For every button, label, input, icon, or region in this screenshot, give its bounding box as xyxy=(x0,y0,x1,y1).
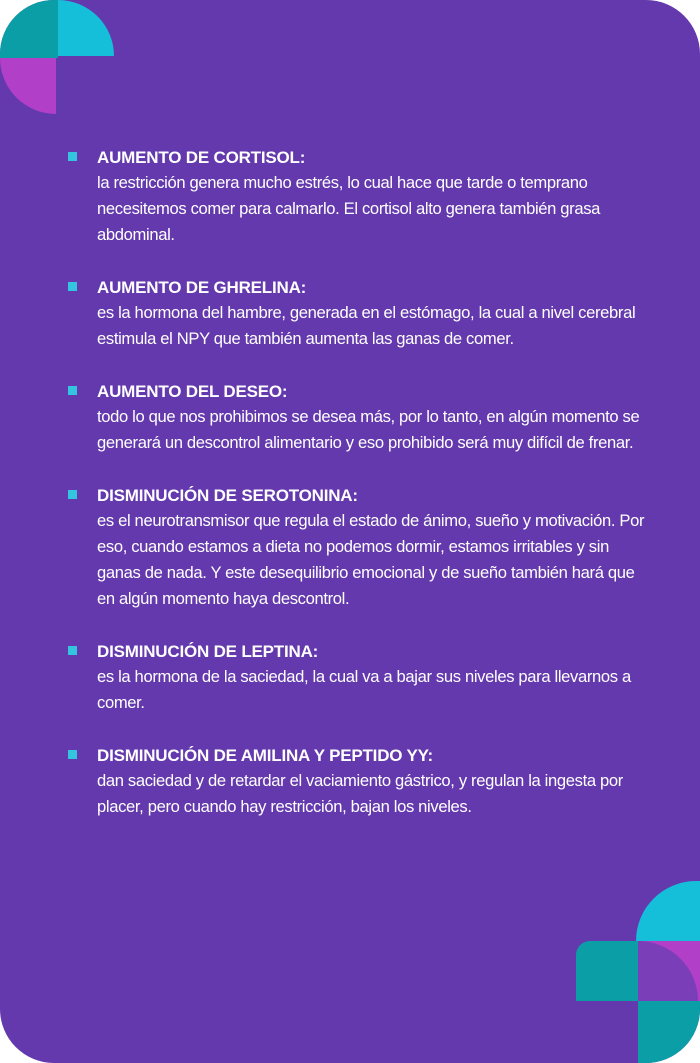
square-bullet-icon xyxy=(68,490,77,499)
teal-bottom-block-shape xyxy=(638,1001,700,1063)
magenta-quarter-circle-shape xyxy=(0,58,56,114)
teal-square-shape xyxy=(0,0,58,58)
corner-decoration-top-left xyxy=(0,0,116,116)
item-description: es la hormona de la saciedad, la cual va a bajar sus niveles para llevarnos a comer. xyxy=(97,667,631,712)
square-bullet-icon xyxy=(68,750,77,759)
list-item xyxy=(66,744,646,820)
item-title: AUMENTO DE GHRELINA: xyxy=(97,278,307,297)
list-item xyxy=(66,380,646,456)
item-title: DISMINUCIÓN DE LEPTINA: xyxy=(97,642,319,661)
teal-tile-shape xyxy=(576,941,638,1001)
item-description: dan saciedad y de retardar el vaciamiento gástrico, y regulan la ingesta por placer, pero cuando hay restricción, bajan los niveles. xyxy=(97,771,623,816)
item-description: la restricción genera mucho estrés, lo cual hace que tarde o temprano necesitemos comer para calmarlo. El cortisol alto genera también grasa abdominal. xyxy=(97,173,601,244)
cyan-quarter-circle-shape xyxy=(58,0,114,56)
corner-shapes-bottom-right xyxy=(576,881,700,1063)
cyan-quarter-circle-shape xyxy=(636,881,700,941)
item-title: DISMINUCIÓN DE AMILINA Y PEPTIDO YY: xyxy=(97,746,433,765)
item-description: todo lo que nos prohibimos se desea más, por lo tanto, en algún momento se generará un descontrol alimentario y eso prohibido será muy difícil de frenar. xyxy=(97,407,640,452)
item-title: DISMINUCIÓN DE SEROTONINA: xyxy=(97,486,358,505)
list-item xyxy=(66,146,646,248)
square-bullet-icon xyxy=(68,152,77,161)
square-bullet-icon xyxy=(68,386,77,395)
corner-decoration-bottom-right xyxy=(576,881,700,1063)
list-item xyxy=(66,640,646,716)
corner-shapes-top-left xyxy=(0,0,116,116)
item-title: AUMENTO DEL DESEO: xyxy=(97,382,288,401)
list-item xyxy=(66,276,646,352)
list-item xyxy=(66,484,646,612)
hormone-effects-list xyxy=(66,146,646,848)
square-bullet-icon xyxy=(68,282,77,291)
square-bullet-icon xyxy=(68,646,77,655)
item-description: es el neurotransmisor que regula el estado de ánimo, sueño y motivación. Por eso, cuando estamos a dieta no podemos dormir, estamos irritables y sin ganas de nada. Y este desequilibrio emocional y de sueño también hará que en algún momento haya descontrol. xyxy=(97,511,645,608)
item-title: AUMENTO DE CORTISOL: xyxy=(97,148,306,167)
item-description: es la hormona del hambre, generada en el estómago, la cual a nivel cerebral estimula el NPY que también aumenta las ganas de comer. xyxy=(97,303,636,348)
